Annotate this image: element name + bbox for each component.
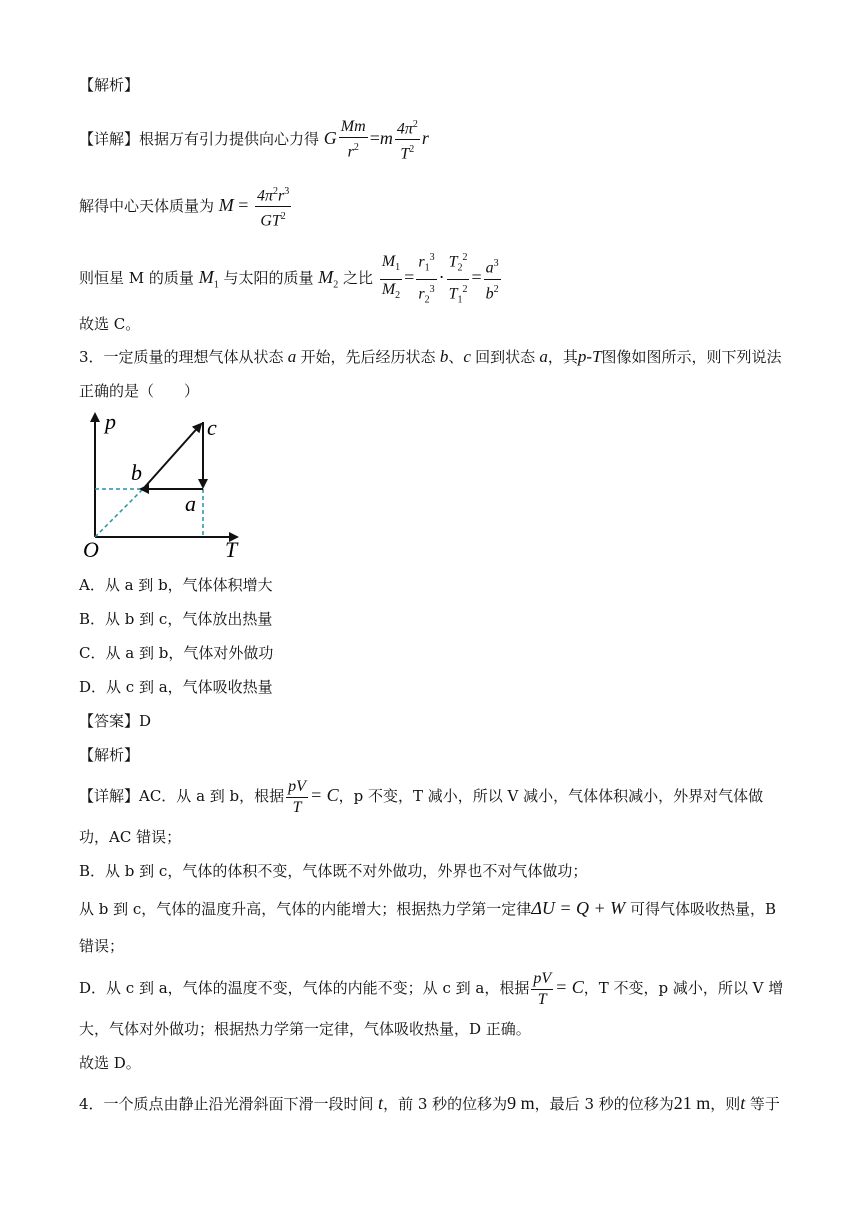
- line3-text-a: 则恒星 M 的质量: [79, 269, 194, 288]
- explanation-line-4: 从 b 到 c，气体的温度升高，气体的内能增大；根据热力学第一定律ΔU = Q + W 可得气体吸收热量，B: [79, 898, 776, 918]
- option-d: D．从 c 到 a，气体吸收热量: [79, 678, 273, 696]
- e6-text-b: ，T 不变，p 减小，所以 V 增: [583, 979, 784, 997]
- choice-c-conclusion: 故选 C。: [79, 315, 141, 333]
- label-p: p: [105, 410, 116, 434]
- q3-stem-line-2: 正确的是（ ）: [79, 382, 200, 400]
- e1-text-b: ，p 不变，T 减小，所以 V 减小，气体体积减小，外界对气体做: [338, 787, 764, 805]
- answer-line: 【答案】D: [79, 712, 152, 730]
- q3-stem-a: 3．一定质量的理想气体从状态: [79, 348, 284, 366]
- explanation-line-8: 故选 D。: [79, 1054, 141, 1072]
- p-T-diagram: [79, 410, 249, 565]
- line3-text-b: 与太阳的质量: [223, 269, 314, 288]
- label-a: a: [185, 491, 196, 516]
- derivation-line-3: 则恒星 M 的质量 $M_1$ 与太阳的质量 $M_2$ 之比 $\frac{M_1}{M_2}$ = $\frac{r_1^3}{r_2^3}$ · $\frac{T_2^2}{T_1^2}$ = $\frac{a^3}{b^2}$: [79, 248, 503, 310]
- e1-text-a: 【详解】AC．从 a 到 b，根据: [79, 787, 285, 805]
- e4-text-b: 可得气体吸收热量，B: [629, 900, 776, 918]
- q3-stem-c: 、: [448, 348, 464, 366]
- derivation-text-2: 解得中心天体质量为: [79, 196, 215, 215]
- explanation-line-3: B．从 b 到 c，气体的体积不变，气体既不对外做功，外界也不对气体做功；: [79, 862, 588, 880]
- label-c: c: [207, 415, 217, 440]
- line3-text-c: 之比: [343, 269, 374, 288]
- q4-text-c: ，最后 3 秒的位移为: [534, 1095, 674, 1113]
- label-T: T: [225, 537, 238, 562]
- q3-stem-d: 回到状态: [475, 348, 536, 366]
- explanation-line-6: D．从 c 到 a，气体的温度不变，气体的内能不变；从 c 到 a，根据 $\frac{pV}{T}$ = C，T 不变，p 减小，所以 V 增: [79, 969, 784, 1008]
- explanation-line-5: 错误；: [79, 937, 125, 955]
- label-O: O: [83, 537, 99, 562]
- option-c: C．从 a 到 b，气体对外做功: [79, 644, 274, 662]
- q4-stem: 4．一个质点由静止沿光滑斜面下滑一段时间 t，前 3 秒的位移为9 m，最后 3 秒的位移为21 m，则t 等于: [79, 1093, 780, 1113]
- q3-stem-e: ，其: [547, 348, 578, 366]
- q4-text-b: ，前 3 秒的位移为: [383, 1095, 508, 1113]
- label-b: b: [131, 460, 142, 485]
- q3-stem-f: 图像如图所示，则下列说法: [601, 348, 782, 366]
- q4-text-a: 4．一个质点由静止沿光滑斜面下滑一段时间: [79, 1095, 374, 1113]
- arrow-b-to-c: [143, 424, 201, 489]
- explanation-line-7: 大，气体对外做功；根据热力学第一定律，气体吸收热量，D 正确。: [79, 1020, 531, 1038]
- q4-displacement-2: 21 m: [673, 1093, 711, 1113]
- option-a: A．从 a 到 b，气体体积增大: [79, 576, 273, 594]
- e6-text-a: D．从 c 到 a，气体的温度不变，气体的内能不变；从 c 到 a，根据: [79, 979, 530, 997]
- analysis-heading: 【解析】: [79, 746, 140, 764]
- jiexi-heading: 【解析】: [79, 76, 140, 94]
- e4-text-a: 从 b 到 c，气体的温度升高，气体的内能增大；根据热力学第一定律: [79, 900, 532, 918]
- option-b: B．从 b 到 c，气体放出热量: [79, 610, 273, 628]
- guide-origin-to-b: [95, 489, 143, 537]
- explanation-line-2: 功，AC 错误；: [79, 828, 182, 846]
- derivation-text: 【详解】根据万有引力提供向心力得: [79, 129, 320, 148]
- q4-displacement-1: 9 m: [507, 1093, 535, 1113]
- q4-text-e: 等于: [749, 1095, 780, 1113]
- q3-stem-b: 开始，先后经历状态: [300, 348, 436, 366]
- q3-stem-line-1: 3．一定质量的理想气体从状态 a 开始，先后经历状态 b、c 回到状态 a，其p-T图像如图所示，则下列说法: [79, 347, 782, 366]
- explanation-line-1: 【详解】AC．从 a 到 b，根据 $\frac{pV}{T}$ = C，p 不变，T 减小，所以 V 减小，气体体积减小，外界对气体做: [79, 777, 764, 816]
- derivation-line-2: 解得中心天体质量为 M = $\frac{4\pi^2r^3}{GT^2}$: [79, 182, 293, 232]
- derivation-line-1: 【详解】根据万有引力提供向心力得 G $\frac{Mm}{r^2}$ =m $\frac{4\pi^2}{T^2}$ r: [79, 115, 429, 165]
- q4-text-d: ，则: [710, 1095, 741, 1113]
